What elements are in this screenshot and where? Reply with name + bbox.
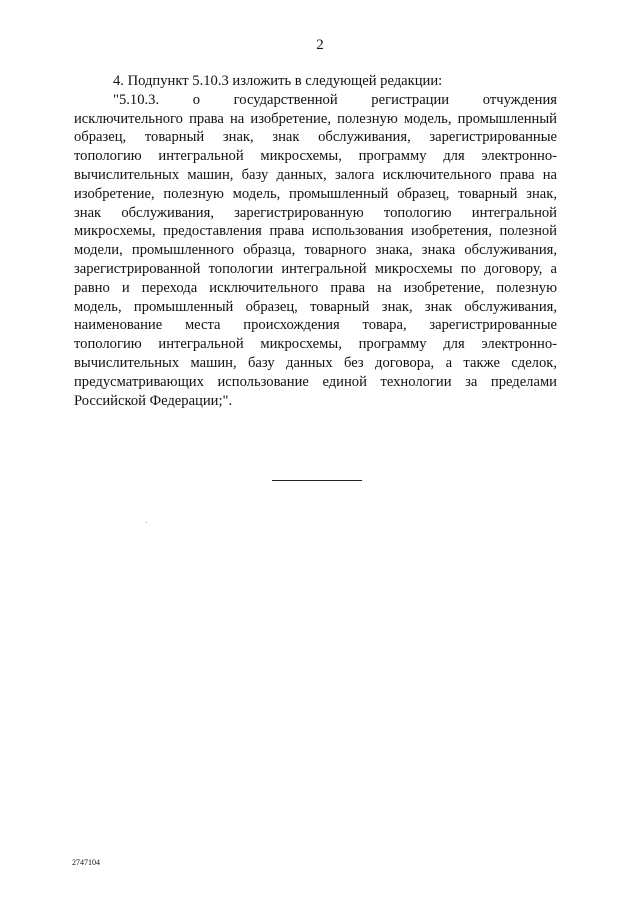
document-body [74,72,557,410]
section-separator-line [272,480,362,481]
quoted-text-line: исключительного права на изобретение, полезную модель, промышленный [74,110,557,127]
quoted-text-line: модель, промышленный образец, товарный знак, знак обслуживания, [74,298,557,315]
quoted-text-line: изобретение, полезную модель, промышленный образец, товарный знак, [74,185,557,202]
quoted-text-line: предусматривающих использование единой технологии за пределами [74,373,557,390]
quoted-text-line: наименование места происхождения товара, зарегистрированные [74,317,557,334]
quoted-text-line: знак обслуживания, зарегистрированную топологию интегральной [74,204,557,221]
quoted-text-line: вычислительных машин, базу данных, залога исключительного права на [74,166,557,183]
paragraph-amendment-intro: 4. Подпункт 5.10.3 изложить в следующей редакции: [113,73,443,89]
quoted-text-line: топологию интегральной микросхемы, программу для электронно- [74,148,557,165]
quoted-text-line: топологию интегральной микросхемы, программу для электронно- [74,336,557,353]
quoted-text-line: вычислительных машин, базу данных без договора, а также сделок, [74,354,557,371]
quoted-text-line: образец, товарный знак, знак обслуживания, зарегистрированные [74,129,557,146]
quoted-text-line-last: Российской Федерации;". [74,392,233,409]
quoted-text-line: модели, промышленного образца, товарного знака, знака обслуживания, [74,242,557,259]
document-code: 2747104 [72,858,100,867]
quoted-text-line: равно и перехода исключительного права на изобретение, полезную [74,279,557,296]
page-number: 2 [316,37,324,53]
quoted-text-line: зарегистрированной топологии интегральной микросхемы по договору, а [74,260,557,277]
quoted-text-line: микросхемы, предоставления права использования изобретения, полезной [74,223,557,240]
quoted-text-line: "5.10.3. о государственной регистрации отчуждения [113,91,557,108]
scan-artifact-dot [146,522,147,523]
